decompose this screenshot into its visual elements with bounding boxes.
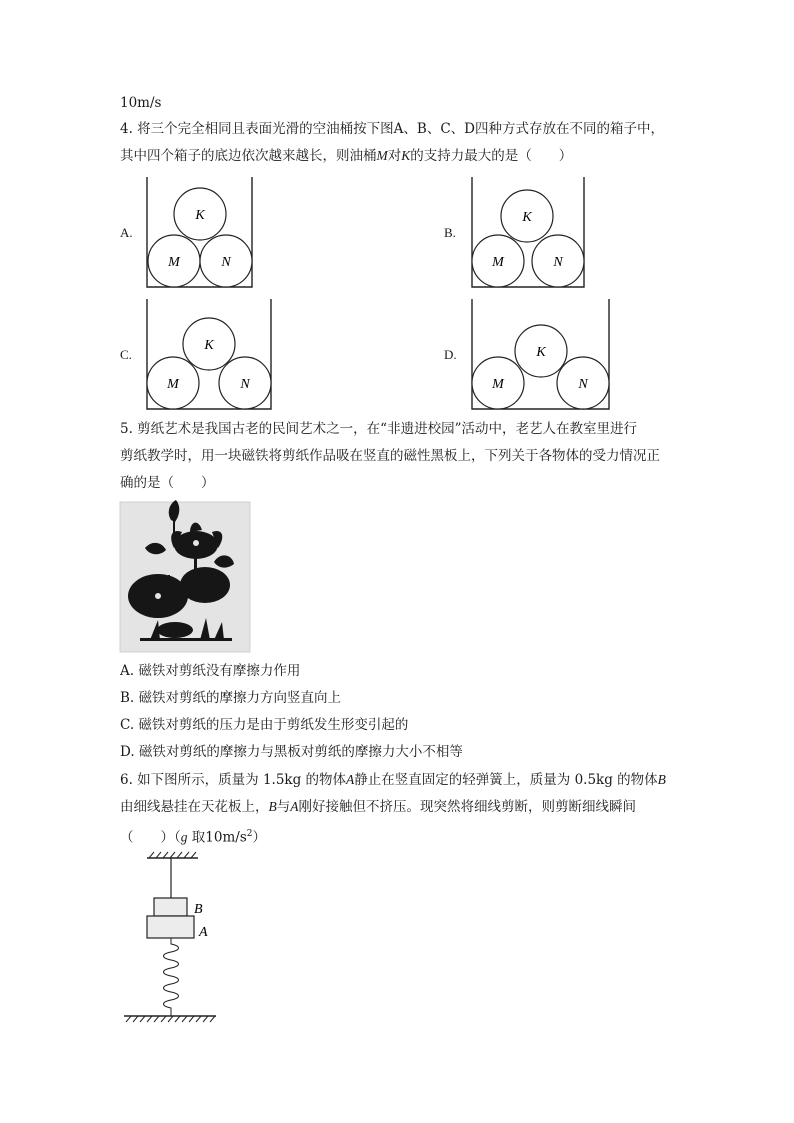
papercut-photo bbox=[120, 500, 250, 652]
fig-label-b: B bbox=[194, 902, 203, 917]
q4-stem-line2: 其中四个箱子的底边依次越来越长，则油桶M对K的支持力最大的是（ ） bbox=[120, 148, 573, 164]
q5-option-b: B. 磁铁对剪纸的摩擦力方向竖直向上 bbox=[120, 690, 342, 706]
q4-stem-line1: 4. 将三个完全相同且表面光滑的空油桶按下图A、B、C、D四种方式存放在不同的箱子中， bbox=[120, 121, 664, 137]
label-m: M bbox=[492, 255, 504, 270]
label-n: N bbox=[553, 255, 563, 270]
q4-figure-a bbox=[147, 177, 252, 287]
q5-option-c: C. 磁铁对剪纸的压力是由于剪纸发生形变引起的 bbox=[120, 717, 409, 733]
q6-stem-line2: 由细线悬挂在天花板上，B与A刚好接触但不挤压。现突然将细线剪断，则剪断细线瞬间 bbox=[120, 799, 636, 815]
label-k: K bbox=[522, 210, 532, 225]
q4-option-b-label: B. bbox=[444, 225, 456, 240]
spring bbox=[164, 938, 179, 1016]
q4-option-d-label: D. bbox=[444, 347, 457, 362]
label-m: M bbox=[168, 255, 180, 270]
label-m: M bbox=[492, 377, 504, 392]
page-top-fragment: 10m/s bbox=[120, 95, 162, 111]
block-a bbox=[147, 916, 194, 938]
q4-figure-c bbox=[147, 299, 271, 409]
q4-option-c-label: C. bbox=[120, 347, 132, 362]
block-b bbox=[154, 898, 187, 916]
q5-option-d: D. 磁铁对剪纸的摩擦力与黑板对剪纸的摩擦力大小不相等 bbox=[120, 744, 463, 760]
fig-label-a: A bbox=[199, 925, 208, 940]
q5-stem-line1: 5. 剪纸艺术是我国古老的民间艺术之一，在“非遗进校园”活动中，老艺人在教室里进行 bbox=[120, 421, 637, 437]
label-n: N bbox=[221, 255, 231, 270]
label-n: N bbox=[240, 377, 250, 392]
label-m: M bbox=[167, 377, 179, 392]
q6-stem-line3: （ ）（g 取$10m/s^2$） bbox=[120, 829, 266, 846]
label-k: K bbox=[536, 345, 546, 360]
q6-figure bbox=[124, 852, 216, 1022]
q4-figure-d bbox=[472, 299, 609, 409]
q5-option-a: A. 磁铁对剪纸没有摩擦力作用 bbox=[120, 663, 301, 679]
q5-stem-line2: 剪纸教学时，用一块磁铁将剪纸作品吸在竖直的磁性黑板上，下列关于各物体的受力情况正 bbox=[120, 448, 660, 464]
q6-stem-line1: 6. 如下图所示，质量为 1.5kg 的物体A静止在竖直固定的轻弹簧上，质量为 0.5kg 的物体B bbox=[120, 772, 666, 788]
q4-figure-b bbox=[472, 177, 584, 287]
label-n: N bbox=[578, 377, 588, 392]
q4-option-a-label: A. bbox=[120, 225, 133, 240]
label-k: K bbox=[195, 208, 205, 223]
q5-stem-line3: 确的是（ ） bbox=[120, 475, 215, 491]
label-k: K bbox=[204, 338, 214, 353]
